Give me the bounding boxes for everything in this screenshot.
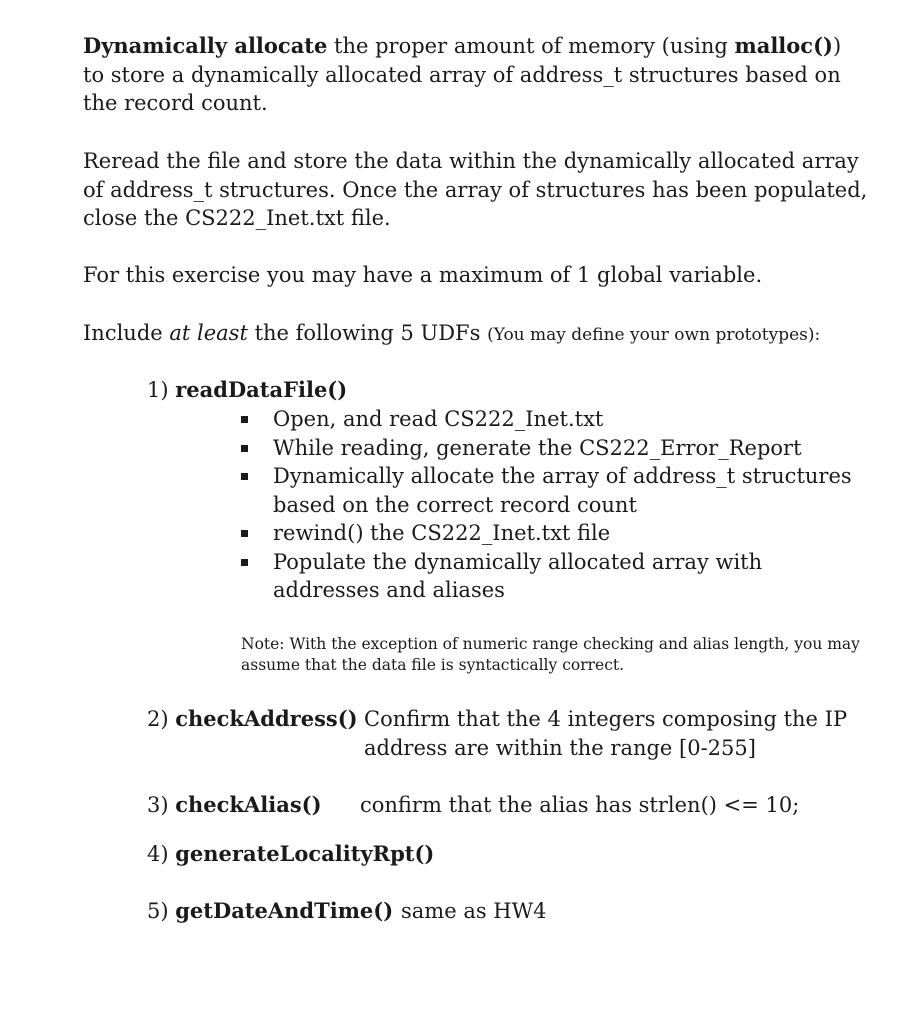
allocate-line-2: to store a dynamically allocated array of address_t structures based on (83, 62, 841, 87)
udf-3-name: checkAlias() (175, 792, 322, 817)
global-text: For this exercise you may have a maximum of 1 global variable. (83, 263, 763, 287)
udf-3-heading (147, 791, 322, 820)
udf-5-number: 5) (147, 899, 176, 923)
square-bullet-icon (241, 416, 248, 423)
udf-4-heading (147, 840, 434, 869)
list-item (238, 405, 858, 434)
paragraph-reread (83, 147, 868, 233)
udf-2-name: checkAddress() (175, 706, 358, 731)
bullet-text: rewind() the CS222_Inet.txt file (273, 521, 611, 545)
allocate-text: the proper amount of memory (using (327, 34, 735, 58)
paragraph-allocate (83, 32, 863, 118)
include-text-2: the following 5 UDFs (247, 321, 488, 345)
include-italic: at least (169, 321, 248, 345)
square-bullet-icon (241, 530, 248, 537)
udf-5-name: getDateAndTime() (175, 898, 394, 923)
udf-2-description (364, 705, 847, 762)
udf-4-name: generateLocalityRpt() (175, 841, 435, 866)
list-item (238, 519, 858, 548)
square-bullet-icon (241, 445, 248, 452)
allocate-paren: ) (832, 34, 842, 58)
allocate-bold: Dynamically allocate (83, 33, 328, 58)
list-item (238, 462, 858, 519)
udf-2-desc-line-2: address are within the range [0-255] (364, 735, 756, 760)
udf-2-heading (147, 705, 358, 734)
bullet-text: Dynamically allocate the array of address_t structures based on the correct record count (273, 464, 852, 517)
udf-5-description: same as HW4 (401, 899, 547, 923)
udf-3-description: confirm that the alias has strlen() <= 10; (360, 793, 800, 817)
udf-1-heading (147, 376, 347, 405)
udf-1-note: Note: With the exception of numeric range checking and alias length, you may assume that the data file is syntactically correct. (241, 635, 860, 674)
allocate-line-3: the record count. (83, 91, 268, 115)
paragraph-global (83, 261, 863, 290)
list-item (238, 548, 858, 605)
udf-2-desc-line-1: Confirm that the 4 integers composing the IP (364, 707, 848, 731)
malloc-bold: malloc() (734, 33, 833, 58)
udf-3-number: 3) (147, 793, 176, 817)
paragraph-include (83, 319, 863, 350)
include-text: Include (83, 321, 170, 345)
include-line (83, 319, 863, 350)
square-bullet-icon (241, 559, 248, 566)
udf-4-number: 4) (147, 842, 176, 866)
bullet-text: Open, and read CS222_Inet.txt (273, 407, 604, 431)
reread-line-3: close the CS222_Inet.txt file. (83, 206, 391, 230)
list-item (238, 434, 858, 463)
allocate-line-1 (83, 32, 863, 61)
udf-1-bullet-list (238, 405, 858, 605)
reread-line-2: of address_t structures. Once the array of structures has been populated, (83, 177, 868, 202)
reread-line-1: Reread the file and store the data within the dynamically allocated array (83, 149, 859, 173)
udf-1-name: readDataFile() (175, 377, 348, 402)
udf-1-number: 1) (147, 378, 176, 402)
square-bullet-icon (241, 473, 248, 480)
udf-5-heading (147, 897, 393, 926)
bullet-text: While reading, generate the CS222_Error_Report (273, 435, 802, 460)
include-small: (You may define your own prototypes): (487, 325, 821, 345)
bullet-text: Populate the dynamically allocated array with addresses and aliases (273, 549, 763, 602)
udf-2-number: 2) (147, 707, 176, 731)
